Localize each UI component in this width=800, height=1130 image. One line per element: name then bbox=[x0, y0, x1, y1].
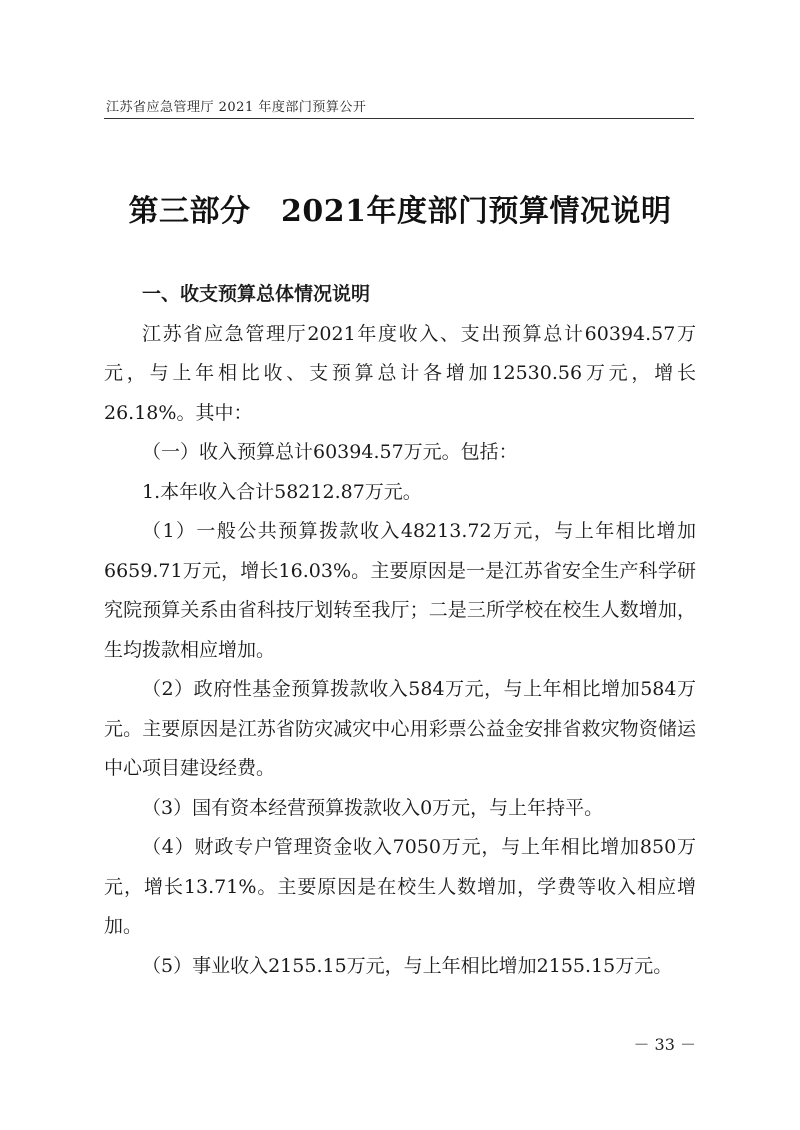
paragraph-state-capital: （3）国有资本经营预算拨款收入0万元，与上年持平。 bbox=[142, 796, 604, 819]
running-header: 江苏省应急管理厅 2021 年度部门预算公开 bbox=[106, 100, 367, 115]
document-body bbox=[104, 275, 696, 986]
paragraph-business-income: （5）事业收入2155.15万元，与上年相比增加2155.15万元。 bbox=[142, 954, 673, 977]
paragraph-general-budget: （1）一般公共预算拨款收入48213.72万元，与上年相比增加6659.71万元，增长16.03%。主要原因是一是江苏省安全生产科学研究院预算关系由省科技厅划转至我厅；二是三所学校在校生人数增加，生均拨款相应增加。 bbox=[104, 520, 696, 661]
paragraph-summary: 江苏省应急管理厅2021年度收入、支出预算总计60394.57万元，与上年相比收、支预算总计各增加12530.56万元，增长26.18%。其中： bbox=[104, 322, 696, 424]
header-divider bbox=[104, 118, 694, 119]
paragraph-gov-fund: （2）政府性基金预算拨款收入584万元，与上年相比增加584万元。主要原因是江苏省防灾减灾中心用彩票公益金安排省救灾物资储运中心项目建设经费。 bbox=[104, 678, 696, 779]
paragraph-year-income: 1.本年收入合计58212.87万元。 bbox=[142, 480, 422, 503]
page-title: 第三部分 2021年度部门预算情况说明 bbox=[128, 194, 672, 229]
section-heading: 一、收支预算总体情况说明 bbox=[142, 283, 371, 305]
paragraph-special-account: （4）财政专户管理资金收入7050万元，与上年相比增加850万元，增长13.71%。主要原因是在校生人数增加，学费等收入相应增加。 bbox=[104, 836, 696, 937]
page-number: － 33 － bbox=[633, 1035, 696, 1054]
paragraph-income-total: （一）收入预算总计60394.57万元。包括： bbox=[142, 441, 518, 463]
